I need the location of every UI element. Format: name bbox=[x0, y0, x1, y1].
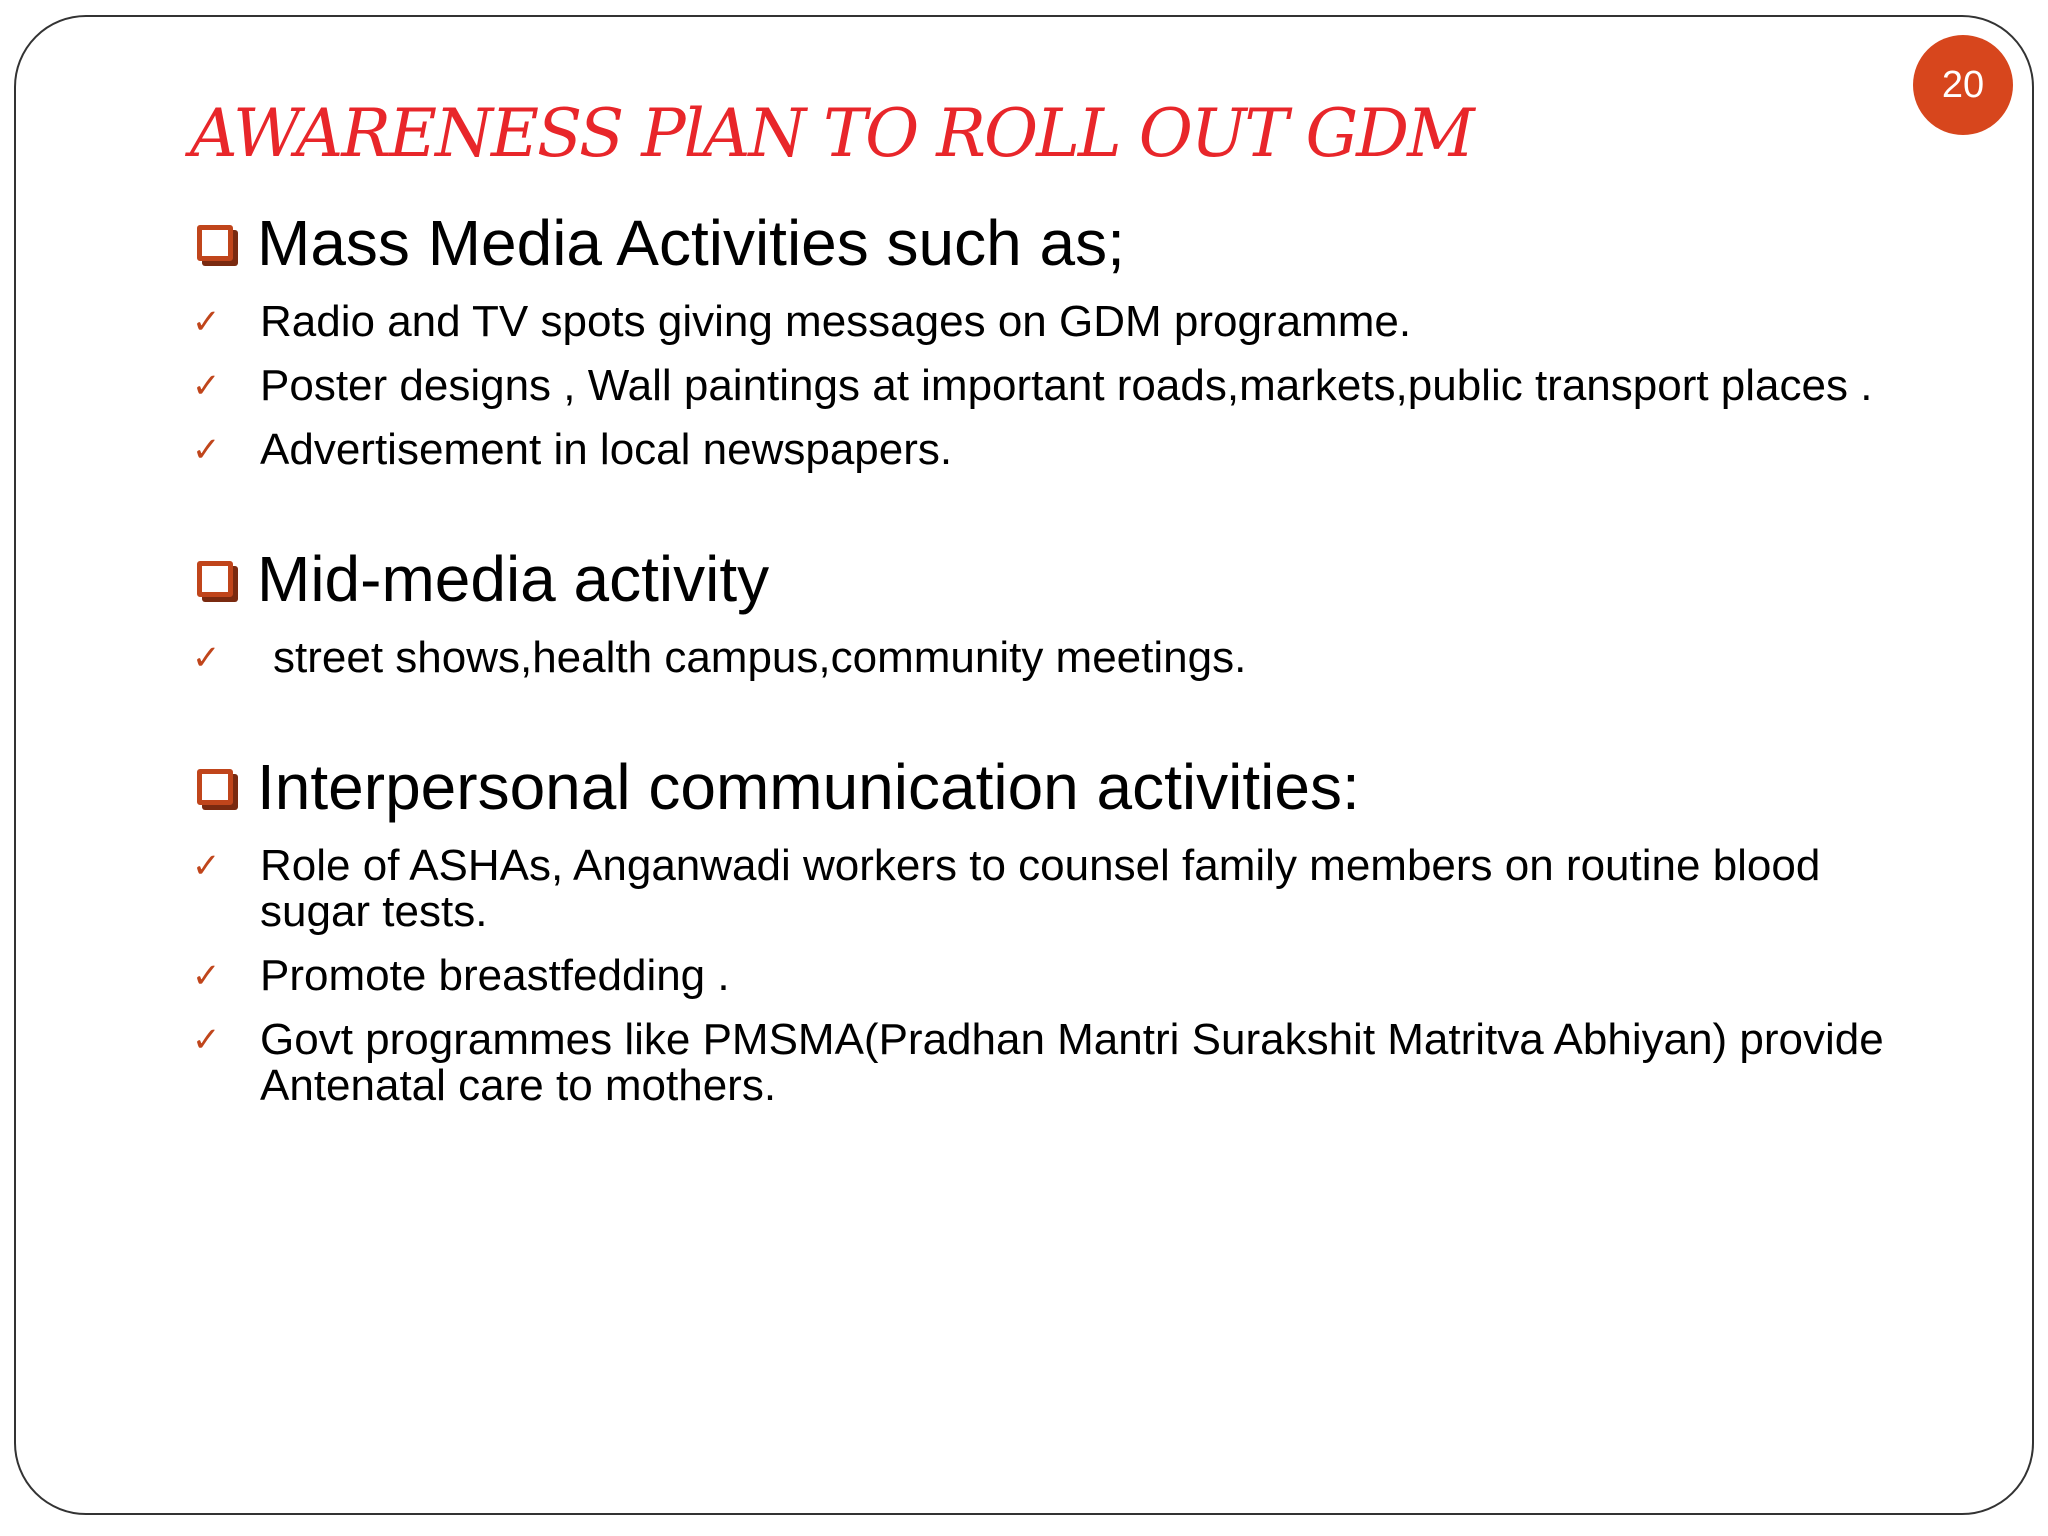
slide-content bbox=[192, 205, 1915, 1110]
section-heading-text: Mid-media activity bbox=[257, 543, 770, 615]
list-item bbox=[192, 297, 1915, 346]
list-item-text: Promote breastfedding . bbox=[260, 951, 730, 1000]
section-heading bbox=[195, 205, 1915, 281]
list-item-text: Advertisement in local newspapers. bbox=[260, 425, 953, 474]
section-heading bbox=[195, 749, 1915, 825]
section-interpersonal bbox=[192, 749, 1915, 1110]
checkmark-icon: ✓ bbox=[192, 431, 221, 469]
checkmark-icon: ✓ bbox=[192, 1021, 221, 1059]
list-item bbox=[192, 361, 1915, 410]
section-heading bbox=[195, 541, 1915, 617]
checkmark-icon: ✓ bbox=[192, 957, 221, 995]
list-item bbox=[192, 841, 1915, 936]
section-mid-media bbox=[192, 541, 1915, 682]
box-bullet-icon bbox=[197, 769, 233, 805]
section-heading-text: Interpersonal communication activities: bbox=[257, 751, 1360, 823]
checkmark-icon: ✓ bbox=[192, 847, 221, 885]
list-item bbox=[192, 951, 1915, 1000]
list-item-text: Govt programmes like PMSMA(Pradhan Mantri Surakshit Matritva Abhiyan) provide Antenatal care to mothers. bbox=[260, 1015, 1884, 1110]
section-heading-text: Mass Media Activities such as; bbox=[257, 207, 1125, 279]
bullet-list bbox=[192, 297, 1915, 474]
checkmark-icon: ✓ bbox=[192, 367, 221, 405]
list-item bbox=[192, 1015, 1915, 1110]
list-item-text: street shows,health campus,community meetings. bbox=[273, 633, 1247, 682]
checkmark-icon: ✓ bbox=[192, 639, 221, 677]
list-item-text: Role of ASHAs, Anganwadi workers to counsel family members on routine blood sugar tests. bbox=[260, 841, 1821, 936]
bullet-list bbox=[192, 841, 1915, 1110]
list-item-text: Radio and TV spots giving messages on GDM programme. bbox=[260, 297, 1412, 346]
slide-title: AWARENESS PlAN TO ROLL OUT GDM bbox=[190, 95, 1473, 172]
section-mass-media bbox=[192, 205, 1915, 474]
list-item bbox=[192, 425, 1915, 474]
checkmark-icon: ✓ bbox=[192, 303, 221, 341]
box-bullet-icon bbox=[197, 225, 233, 261]
list-item-text: Poster designs , Wall paintings at important roads,markets,public transport places . bbox=[260, 361, 1873, 410]
bullet-list bbox=[192, 633, 1915, 682]
list-item bbox=[192, 633, 1915, 682]
box-bullet-icon bbox=[197, 561, 233, 597]
page-number-badge: 20 bbox=[1913, 35, 2013, 135]
